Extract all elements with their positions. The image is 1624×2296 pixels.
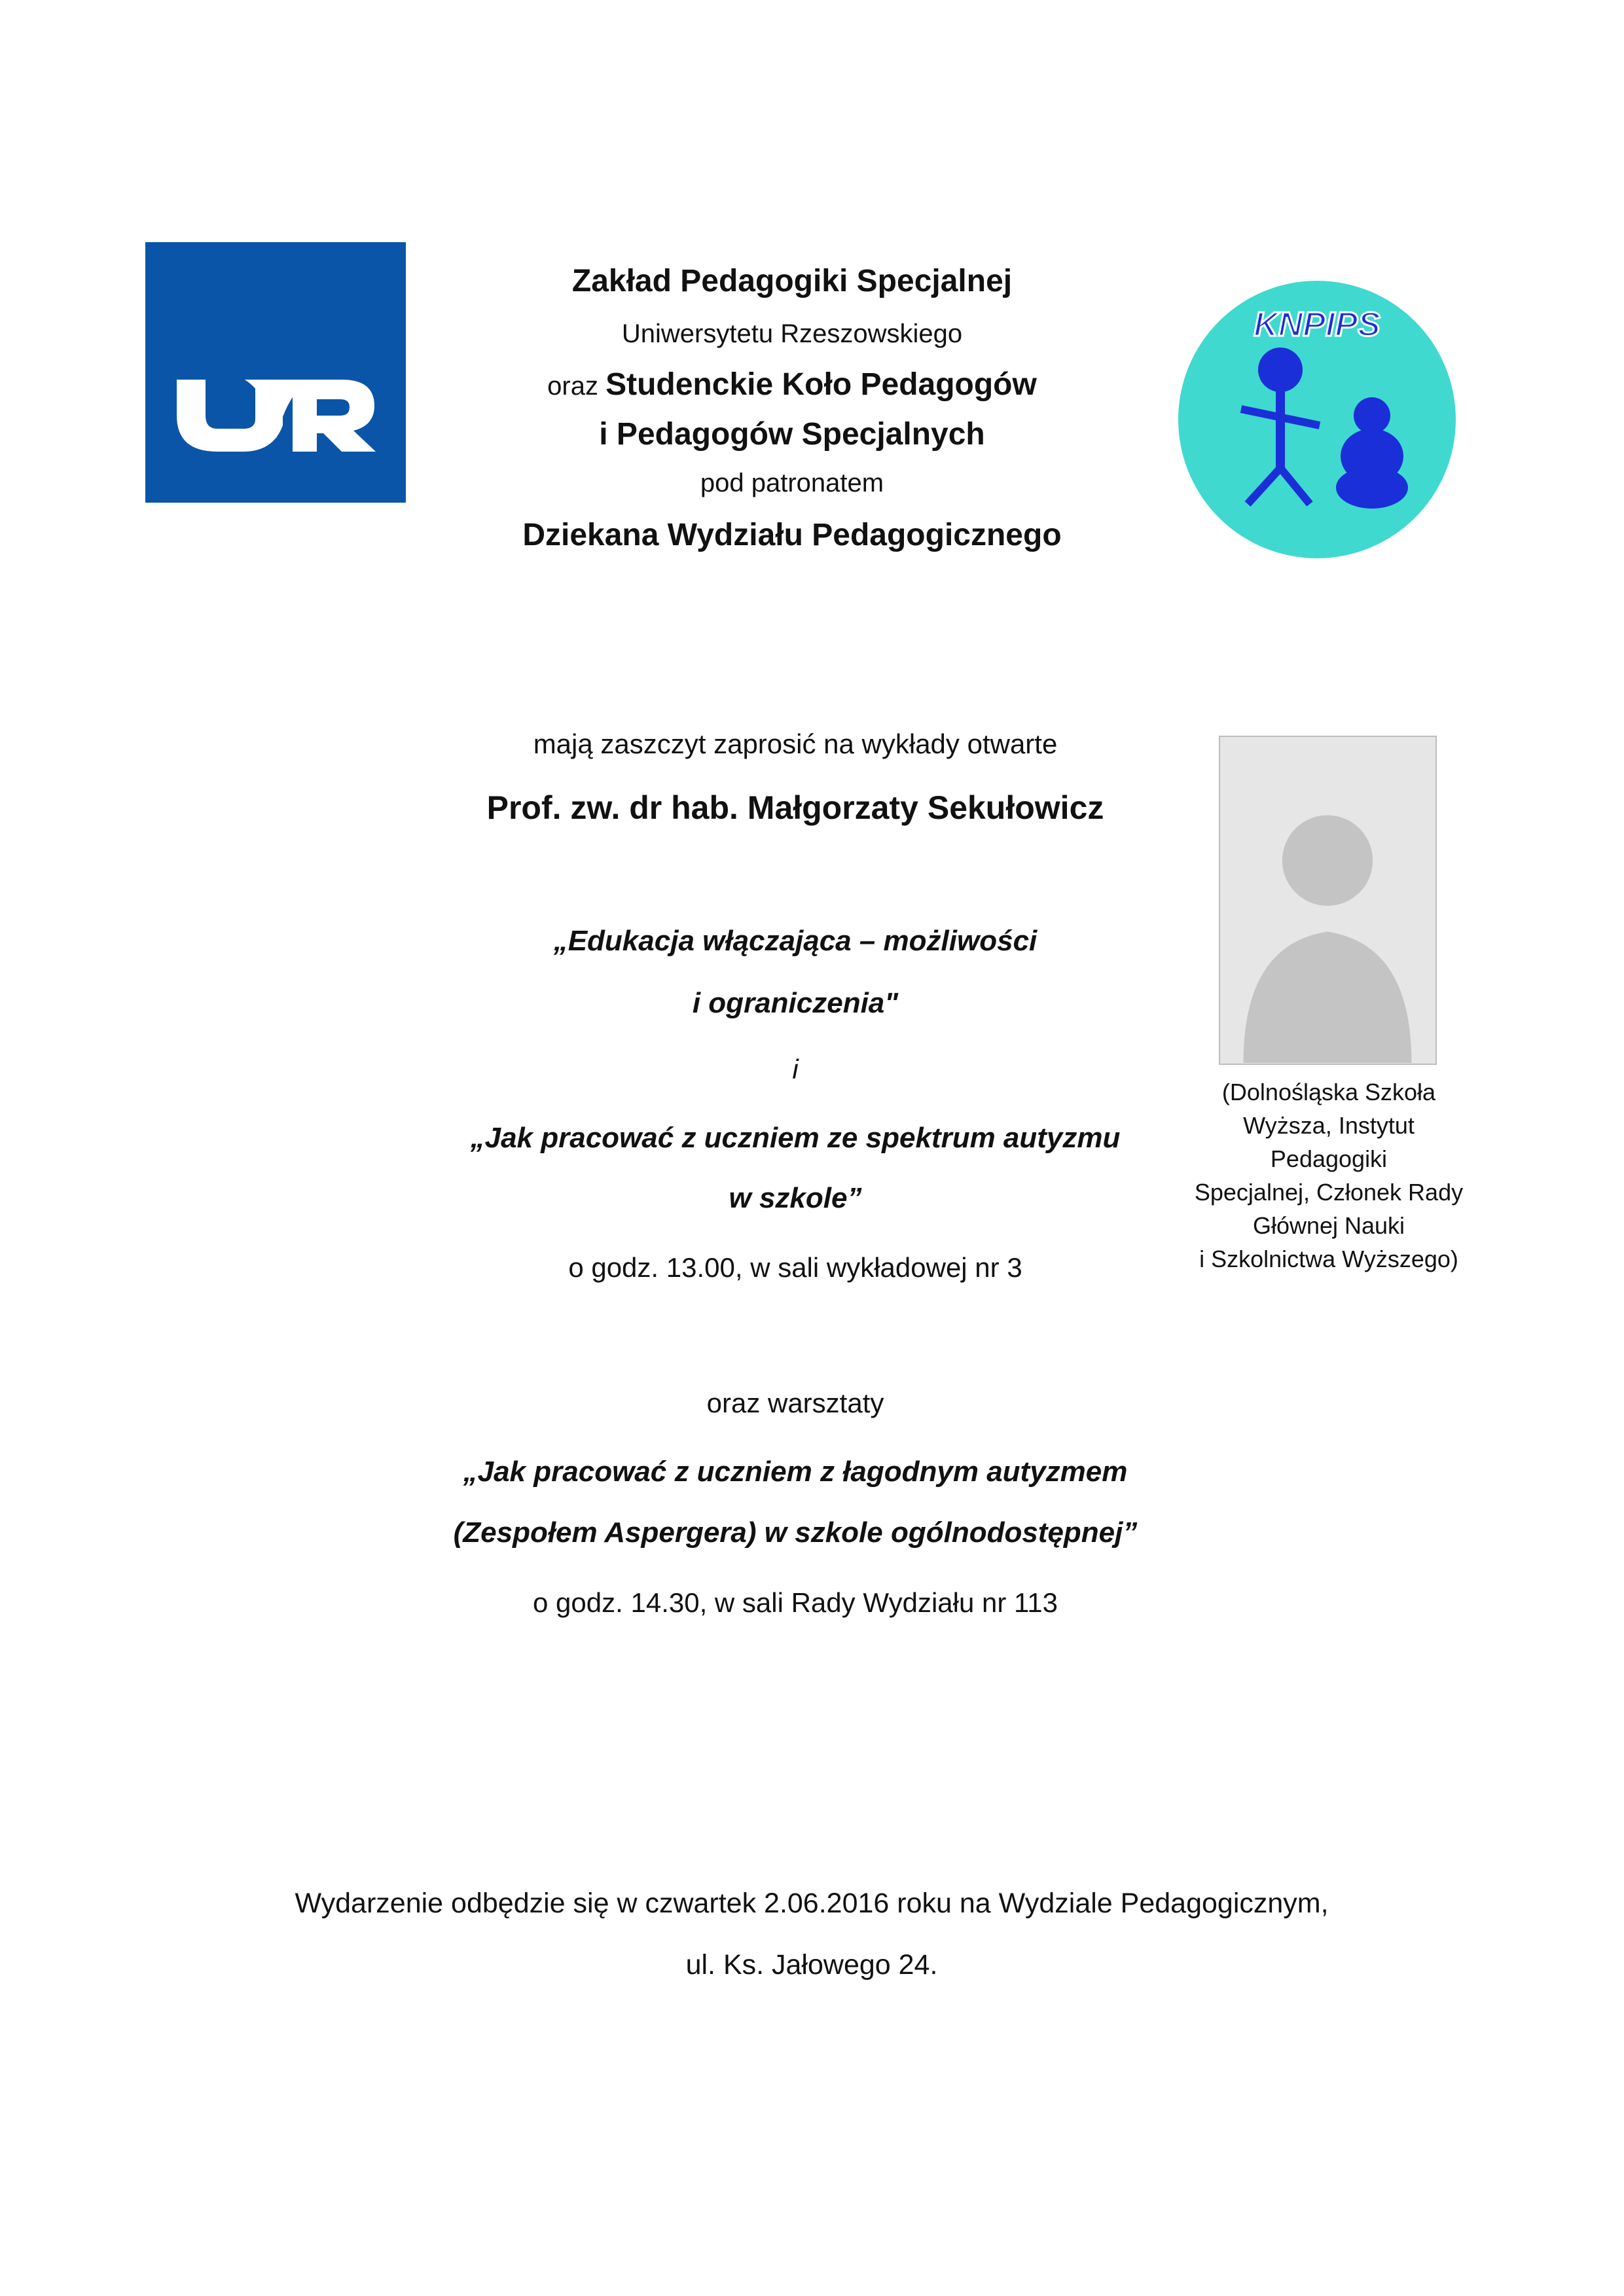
organizer-title: Zakład Pedagogiki Specjalnej (571, 264, 1013, 298)
lecture-1-title-cont: i ograniczenia" (692, 987, 899, 1019)
event-date-venue: Wydarzenie odbędzie się w czwartek 2.06.2016 roku na Wydziale Pedagogicznym, (295, 1888, 1329, 1919)
co-organizer-name: Studenckie Koło Pedagogów (605, 367, 1037, 402)
co-organizer-prefix: oraz (547, 372, 606, 401)
university-logo (145, 242, 406, 503)
workshop-intro: oraz warsztaty (706, 1388, 884, 1418)
caption-line: i Szkolnictwa Wyższego) (1199, 1246, 1458, 1272)
caption-line: Wyższa, Instytut (1243, 1112, 1415, 1139)
conjunction: i (792, 1054, 799, 1085)
patron-name: Dziekana Wydziału Pedagogicznego (522, 518, 1062, 552)
ur-logo-mark (145, 242, 406, 503)
svg-text:KNPIPS: KNPIPS (1254, 306, 1380, 344)
lecturer-photo (1219, 736, 1437, 1065)
co-organizer-name-cont: i Pedagogów Specjalnych (599, 417, 985, 452)
co-organizer-line (432, 367, 1152, 403)
caption-line: Głównej Nauki (1252, 1212, 1405, 1239)
lecturer-affiliation (1172, 1075, 1486, 1276)
workshop-time: o godz. 14.30, w sali Rady Wydziału nr 113 (533, 1587, 1058, 1618)
caption-line: Pedagogiki (1270, 1145, 1388, 1172)
workshop-title-cont: (Zespołem Aspergera) w szkole ogólnodostępnej” (453, 1516, 1138, 1549)
knpips-logo-mark (1176, 278, 1458, 561)
event-address: ul. Ks. Jałowego 24. (685, 1949, 938, 1981)
patronage-label: pod patronatem (700, 469, 884, 497)
lecture-2-title: „Jak pracować z uczniem ze spektrum autyzmu (470, 1122, 1121, 1154)
invitation-intro: mają zaszczyt zaprosić na wykłady otwarte (533, 728, 1058, 759)
lecture-time: o godz. 13.00, w sali wykładowej nr 3 (568, 1252, 1022, 1283)
workshop-title: „Jak pracować z uczniem z łagodnym autyzmem (463, 1456, 1128, 1488)
lecture-1-title: „Edukacja włączająca – możliwości (553, 925, 1038, 957)
organizer-university: Uniwersytetu Rzeszowskiego (621, 319, 963, 348)
lecture-2-title-cont: w szkole” (729, 1182, 862, 1214)
caption-line: Specjalnej, Członek Rady (1194, 1179, 1464, 1206)
lecturer-name: Prof. zw. dr hab. Małgorzaty Sekułowicz (486, 789, 1104, 826)
portrait-placeholder-icon (1220, 737, 1435, 1064)
caption-line: (Dolnośląska Szkoła (1221, 1079, 1436, 1105)
student-club-logo (1176, 278, 1458, 561)
